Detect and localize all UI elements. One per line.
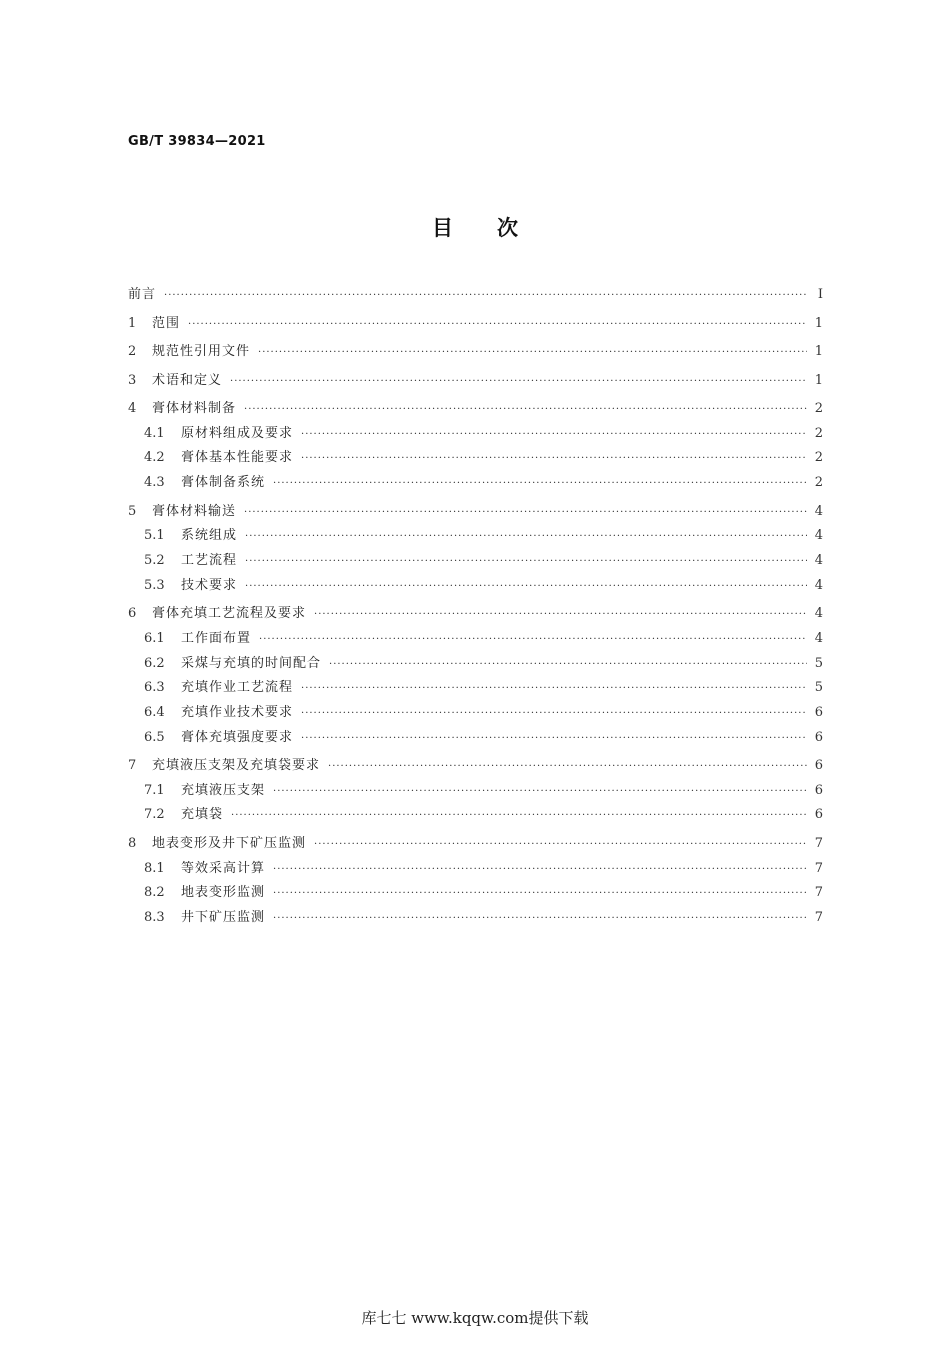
toc-entry-page: 4 bbox=[814, 503, 823, 519]
toc-leader-dots bbox=[245, 551, 807, 573]
page-title: 目次 bbox=[432, 216, 562, 240]
toc-entry[interactable] bbox=[128, 472, 823, 495]
toc-entry-title: 原材料组成及要求 bbox=[181, 425, 294, 441]
toc-entry-page: 2 bbox=[814, 450, 823, 466]
toc-leader-dots bbox=[329, 654, 807, 676]
toc-entry-number: 6.4 bbox=[144, 704, 165, 720]
toc-entry-number: 1 bbox=[128, 315, 137, 331]
toc-entry-page: 1 bbox=[814, 315, 823, 331]
toc-leader-dots bbox=[259, 629, 807, 651]
toc-entry[interactable] bbox=[128, 525, 823, 548]
toc-entry-title: 井下矿压监测 bbox=[181, 910, 266, 925]
toc-entry-page: 1 bbox=[814, 344, 823, 359]
toc-entry[interactable] bbox=[128, 833, 823, 856]
toc-leader-dots bbox=[245, 526, 807, 548]
toc-entry-number: 6.3 bbox=[144, 680, 165, 696]
toc-entry-number: 5.1 bbox=[144, 528, 165, 544]
toc-entry-number: 6.5 bbox=[144, 729, 165, 745]
toc-entry-page: 7 bbox=[814, 860, 823, 876]
toc-entry-number: 5.3 bbox=[144, 577, 165, 593]
toc-entry-page: 7 bbox=[814, 910, 823, 925]
toc-entry-page: Ⅰ bbox=[817, 287, 823, 302]
toc-entry-number: 7.2 bbox=[144, 807, 165, 823]
download-watermark: 库七七 www.kqqw.com提供下载 bbox=[361, 1309, 589, 1327]
toc-leader-dots bbox=[273, 883, 807, 905]
toc-entry-title: 充填作业技术要求 bbox=[181, 704, 294, 720]
toc-leader-dots bbox=[164, 285, 807, 307]
toc-leader-dots bbox=[230, 371, 807, 393]
toc-entry-title: 膏体材料制备 bbox=[152, 401, 237, 416]
toc-leader-dots bbox=[244, 399, 807, 421]
toc-entry-title: 工艺流程 bbox=[181, 552, 238, 568]
toc-entry[interactable] bbox=[128, 628, 823, 651]
standard-code: GB/T 39834—2021 bbox=[128, 134, 266, 149]
toc-entry-number: 6.1 bbox=[144, 630, 165, 646]
toc-entry[interactable] bbox=[128, 727, 823, 750]
toc-entry-title: 膏体充填强度要求 bbox=[181, 729, 294, 745]
toc-leader-dots bbox=[314, 604, 807, 626]
toc-entry[interactable] bbox=[128, 284, 823, 307]
toc-entry-number: 7.1 bbox=[144, 782, 165, 798]
toc-entry-page: 2 bbox=[814, 401, 823, 416]
toc-entry[interactable] bbox=[128, 653, 823, 676]
toc-entry-number: 8.3 bbox=[144, 910, 165, 925]
toc-leader-dots bbox=[188, 314, 807, 336]
toc-entry-page: 6 bbox=[814, 729, 823, 745]
toc-entry-number: 8 bbox=[128, 835, 137, 851]
toc-entry-number: 8.1 bbox=[144, 860, 165, 876]
toc-entry[interactable] bbox=[128, 702, 823, 725]
toc-entry-title: 术语和定义 bbox=[152, 372, 223, 388]
toc-entry[interactable] bbox=[128, 398, 823, 421]
toc-entry[interactable] bbox=[128, 858, 823, 881]
toc-leader-dots bbox=[328, 756, 807, 778]
toc-leader-dots bbox=[301, 728, 807, 750]
toc-entry[interactable] bbox=[128, 804, 823, 827]
toc-entry[interactable] bbox=[128, 341, 823, 364]
toc-leader-dots bbox=[314, 834, 807, 856]
toc-leader-dots bbox=[301, 678, 807, 700]
toc-entry-page: 2 bbox=[814, 475, 823, 491]
toc-leader-dots bbox=[273, 473, 807, 495]
toc-entry-title: 地表变形及井下矿压监测 bbox=[152, 835, 307, 851]
toc-entry-number: 8.2 bbox=[144, 885, 165, 901]
toc-entry-title: 膏体基本性能要求 bbox=[181, 450, 294, 466]
toc-entry-number: 4.3 bbox=[144, 475, 165, 491]
toc-entry-number: 6.2 bbox=[144, 655, 165, 671]
toc-entry[interactable] bbox=[128, 447, 823, 470]
toc-leader-dots bbox=[273, 908, 807, 930]
toc-entry-title: 地表变形监测 bbox=[181, 885, 266, 901]
toc-entry[interactable] bbox=[128, 882, 823, 905]
toc-leader-dots bbox=[301, 424, 807, 446]
toc-entry-title: 采煤与充填的时间配合 bbox=[181, 655, 322, 671]
toc-entry-title: 系统组成 bbox=[181, 528, 238, 544]
toc-entry-number: 6 bbox=[128, 606, 137, 622]
toc-entry-title: 膏体充填工艺流程及要求 bbox=[152, 606, 307, 622]
toc-entry-title: 充填液压支架 bbox=[181, 782, 266, 798]
toc-entry[interactable] bbox=[128, 575, 823, 598]
toc-entry-page: 5 bbox=[814, 655, 823, 671]
toc-entry-number: 2 bbox=[128, 344, 137, 359]
toc-leader-dots bbox=[273, 859, 807, 881]
toc-entry[interactable] bbox=[128, 755, 823, 778]
table-of-contents bbox=[128, 284, 823, 930]
toc-entry-title: 充填袋 bbox=[181, 807, 224, 823]
toc-leader-dots bbox=[244, 502, 807, 524]
toc-entry-title: 膏体制备系统 bbox=[181, 475, 266, 491]
toc-entry-page: 4 bbox=[814, 577, 823, 593]
toc-entry-page: 1 bbox=[814, 372, 823, 388]
toc-entry-title: 等效采高计算 bbox=[181, 860, 266, 876]
toc-leader-dots bbox=[301, 703, 807, 725]
toc-entry-number: 4.1 bbox=[144, 425, 165, 441]
toc-entry-title: 充填液压支架及充填袋要求 bbox=[152, 758, 321, 774]
toc-leader-dots bbox=[301, 448, 807, 470]
toc-entry-page: 7 bbox=[814, 885, 823, 901]
toc-entry[interactable] bbox=[128, 550, 823, 573]
toc-leader-dots bbox=[258, 342, 807, 364]
toc-entry-page: 6 bbox=[814, 758, 823, 774]
toc-entry[interactable] bbox=[128, 501, 823, 524]
toc-entry[interactable] bbox=[128, 907, 823, 930]
toc-entry-page: 4 bbox=[814, 528, 823, 544]
toc-entry-page: 7 bbox=[814, 835, 823, 851]
toc-entry-title: 范围 bbox=[152, 315, 181, 331]
toc-entry[interactable] bbox=[128, 780, 823, 803]
toc-entry-number: 4 bbox=[128, 401, 137, 416]
toc-entry[interactable] bbox=[128, 677, 823, 700]
toc-entry-page: 6 bbox=[814, 704, 823, 720]
toc-entry-number: 5 bbox=[128, 503, 137, 519]
toc-entry-title: 充填作业工艺流程 bbox=[181, 680, 294, 696]
toc-entry-title: 技术要求 bbox=[181, 577, 238, 593]
toc-entry-page: 4 bbox=[814, 630, 823, 646]
toc-leader-dots bbox=[231, 805, 807, 827]
toc-entry-title: 规范性引用文件 bbox=[152, 344, 251, 359]
toc-entry-page: 6 bbox=[814, 782, 823, 798]
toc-entry-number: 4.2 bbox=[144, 450, 165, 466]
toc-entry-page: 4 bbox=[814, 552, 823, 568]
toc-entry-number: 3 bbox=[128, 372, 137, 388]
toc-entry-number: 5.2 bbox=[144, 552, 165, 568]
toc-entry[interactable] bbox=[128, 313, 823, 336]
toc-entry[interactable] bbox=[128, 423, 823, 446]
toc-entry[interactable] bbox=[128, 370, 823, 393]
toc-entry-title: 膏体材料输送 bbox=[152, 503, 237, 519]
toc-entry[interactable] bbox=[128, 603, 823, 626]
toc-entry-page: 5 bbox=[814, 680, 823, 696]
toc-entry-title: 前言 bbox=[128, 287, 157, 302]
toc-entry-page: 6 bbox=[814, 807, 823, 823]
toc-entry-page: 2 bbox=[814, 425, 823, 441]
toc-entry-number: 7 bbox=[128, 758, 137, 774]
toc-entry-title: 工作面布置 bbox=[181, 630, 252, 646]
toc-leader-dots bbox=[245, 576, 807, 598]
toc-leader-dots bbox=[273, 781, 807, 803]
toc-entry-page: 4 bbox=[814, 606, 823, 622]
